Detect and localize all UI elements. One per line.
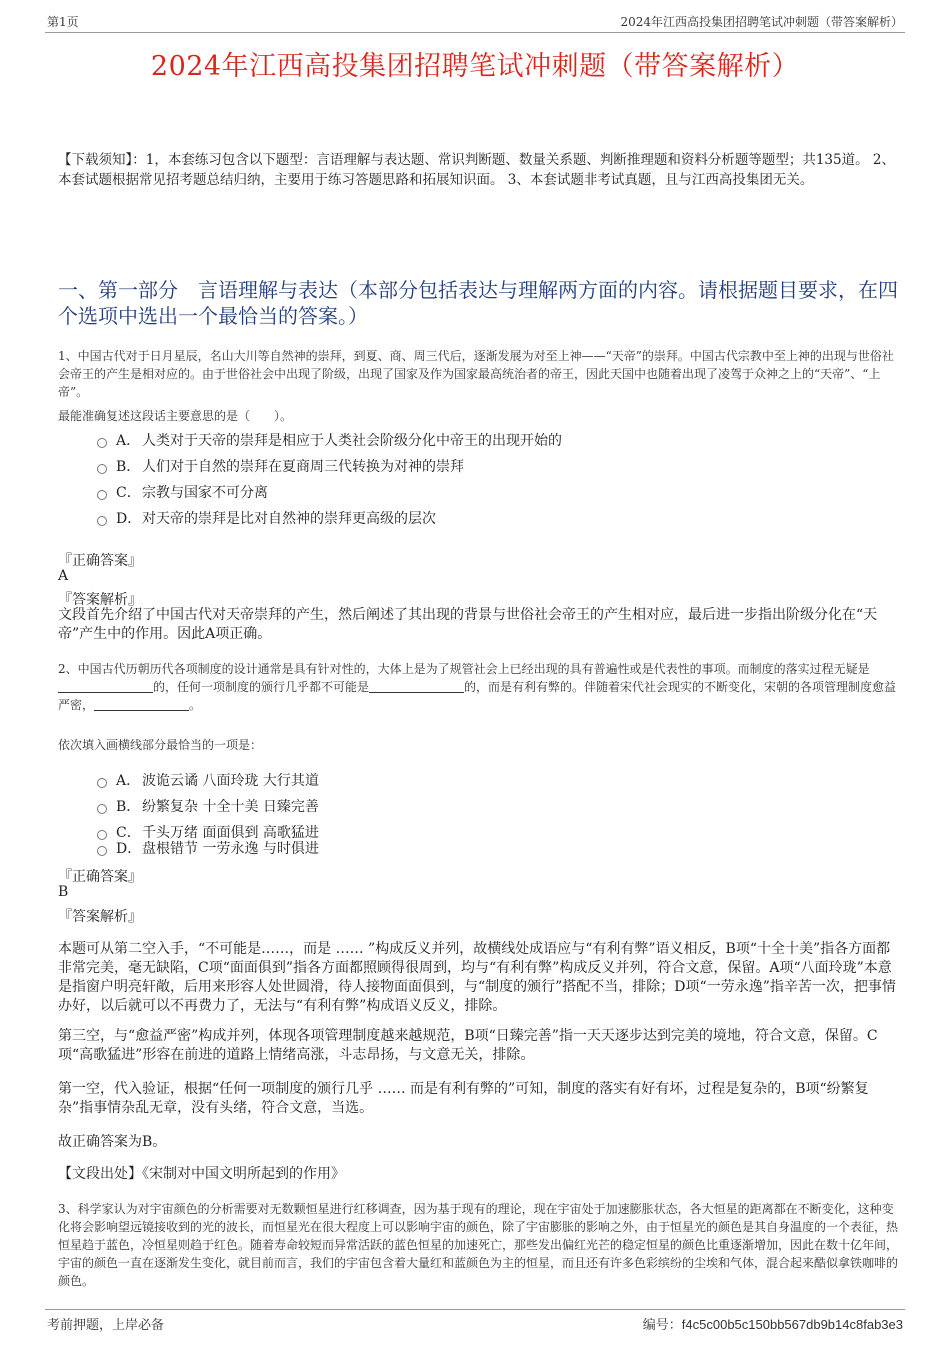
question-1-prompt: 最能准确复述这段话主要意思的是（ ）。 bbox=[58, 409, 293, 423]
q2-option-c[interactable]: C． 千头万绪 面面俱到 高歌猛进 bbox=[97, 822, 319, 842]
q2-analysis-paragraph-1: 本题可从第二空入手，“不可能是……，而是 …… ”构成反义并列，故横线处成语应与“有利有弊”语义相反，B项“十全十美”指各方面都非常完美，毫无缺陷，C项“面面俱到”指各方面都照顾得很周到，均与“有利有弊”构成反义并列，符合文意，保留。A项“八面玲珑”本意是指窗户明亮轩敞，后用来形容人处世圆滑，待人接物面面俱到，与“制度的颁行”搭配不当，排除；D项“一劳永逸”指辛苦一次，把事情办好，以后就可以不再费力了，无法与“有利有弊”构成语义反义，排除。 bbox=[58, 941, 896, 1014]
radio-icon[interactable] bbox=[97, 846, 107, 856]
radio-icon[interactable] bbox=[97, 438, 107, 448]
q2-analysis-paragraph-3: 第一空，代入验证，根据“任何一项制度的颁行几乎 …… 而是有利有弊的”可知，制度的落实有好有坏，过程是复杂的，B项“纷繁复杂”指事情杂乱无章，没有头绪，符合文意，当选。 bbox=[58, 1081, 869, 1116]
radio-icon[interactable] bbox=[97, 804, 107, 814]
download-notice: 【下载须知】：1，本套练习包含以下题型：言语理解与表达题、常识判断题、数量关系题、判断推理题和资料分析题等题型；共135道。 2、本套试题根据常见招考题总结归纳，主要用于练习答题思路和拓展知识面。 3、本套试题非考试真题，且与江西高投集团无关。 bbox=[58, 152, 895, 188]
q2-option-d[interactable]: D． 盘根错节 一劳永逸 与时俱进 bbox=[97, 838, 319, 858]
radio-icon[interactable] bbox=[97, 778, 107, 788]
q1-option-c[interactable]: C． 宗教与国家不可分离 bbox=[97, 482, 268, 502]
fill-blank-2 bbox=[369, 680, 464, 693]
fill-blank-1 bbox=[58, 680, 153, 693]
q2-source: 【文段出处】《宋制对中国文明所起到的作用》 bbox=[58, 1166, 345, 1182]
question-1-text: 1、中国古代对于日月星辰，名山大川等自然神的崇拜，到夏、商、周三代后，逐渐发展为对至上神——“天帝”的崇拜。中国古代宗教中至上神的出现与世俗社会帝王的产生是相对应的。由于世俗社会中出现了阶级，出现了国家及作为国家最高统治者的帝王，因此天国中也随着出现了凌驾于众神之上的“天帝”、“上帝”。 bbox=[58, 349, 894, 399]
q2-option-b[interactable]: B． 纷繁复杂 十全十美 日臻完善 bbox=[97, 796, 319, 816]
question-2-text: 2、中国古代历朝历代各项制度的设计通常是具有针对性的，大体上是为了规管社会上已经出现的具有普遍性或是代表性的事项。而制度的落实过程无疑是的，任何一项制度的颁行几乎都不可能是 的，而是有利有弊的。伴随着宋代社会现实的不断变化，宋朝的各项管理制度愈益严密， 。 bbox=[58, 662, 897, 712]
header-divider bbox=[45, 32, 905, 33]
q1-answer: A bbox=[58, 568, 69, 584]
q1-option-b[interactable]: B． 人们对于自然的崇拜在夏商周三代转换为对神的崇拜 bbox=[97, 456, 464, 476]
q2-answer-label: 『正确答案』 bbox=[58, 869, 142, 885]
header-doc-title: 2024年江西高投集团招聘笔试冲刺题（带答案解析） bbox=[620, 15, 903, 29]
radio-icon[interactable] bbox=[97, 464, 107, 474]
q1-analysis: 文段首先介绍了中国古代对天帝崇拜的产生，然后阐述了其出现的背景与世俗社会帝王的产生相对应，最后进一步指出阶级分化在“天帝”产生中的作用。因此A项正确。 bbox=[58, 607, 878, 642]
q1-option-d[interactable]: D． 对天帝的崇拜是比对自然神的崇拜更高级的层次 bbox=[97, 508, 436, 528]
question-3-text: 3、科学家认为对宇宙颜色的分析需要对无数颗恒星进行红移调查，因为基于现有的理论，现在宇宙处于加速膨胀状态，各大恒星的距离都在不断变化，这种变化将会影响望远镜接收到的光的波长，而恒星光在很大程度上可以影响宇宙的颜色，除了宇宙膨胀的影响之外，由于恒星光的颜色是其自身温度的一个表征，热恒星趋于蓝色，冷恒星则趋于红色。随着寿命较短而异常活跃的蓝色恒星的加速死亡，那些发出偏红光芒的稳定恒星的颜色比重逐渐增加，因此在数十亿年间，宇宙的颜色一直在逐渐发生变化，就目前而言，我们的宇宙包含着大量红和蓝颜色为主的恒星，而且还有许多色彩缤纷的尘埃和气体，混合起来酷似拿铁咖啡的颜色。 bbox=[58, 1202, 899, 1288]
page-title: 2024年江西高投集团招聘笔试冲刺题（带答案解析） bbox=[150, 51, 800, 82]
page-number: 第1页 bbox=[47, 15, 79, 29]
q2-analysis-label: 『答案解析』 bbox=[58, 909, 142, 925]
footer-divider bbox=[45, 1309, 905, 1310]
q2-analysis-paragraph-2: 第三空，与“愈益严密”构成并列，体现各项管理制度越来越规范，B项“日臻完善”指一天天逐步达到完美的境地，符合文意，保留。C项“高歌猛进”形容在前进的道路上情绪高涨，斗志昂扬，与文意无关，排除。 bbox=[58, 1028, 878, 1063]
q1-answer-label: 『正确答案』 bbox=[58, 553, 142, 569]
footer-doc-id: 编号：f4c5c00b5c150bb567db9b14c8fab3e3 bbox=[642, 1317, 903, 1332]
radio-icon[interactable] bbox=[97, 516, 107, 526]
section-heading: 一、第一部分 言语理解与表达（本部分包括表达与理解两方面的内容。请根据题目要求，在四个选项中选出一个最恰当的答案。） bbox=[58, 278, 898, 328]
fill-blank-3 bbox=[94, 698, 189, 711]
q1-analysis-label: 『答案解析』 bbox=[58, 592, 142, 608]
radio-icon[interactable] bbox=[97, 490, 107, 500]
q2-analysis-conclusion: 故正确答案为B。 bbox=[58, 1134, 167, 1150]
q2-option-a[interactable]: A． 波诡云谲 八面玲珑 大行其道 bbox=[97, 770, 319, 790]
footer-slogan: 考前押题，上岸必备 bbox=[47, 1318, 165, 1333]
q1-option-a[interactable]: A． 人类对于天帝的崇拜是相应于人类社会阶级分化中帝王的出现开始的 bbox=[97, 430, 562, 450]
question-2-prompt: 依次填入画横线部分最恰当的一项是： bbox=[58, 738, 263, 752]
q2-answer: B bbox=[58, 884, 69, 900]
